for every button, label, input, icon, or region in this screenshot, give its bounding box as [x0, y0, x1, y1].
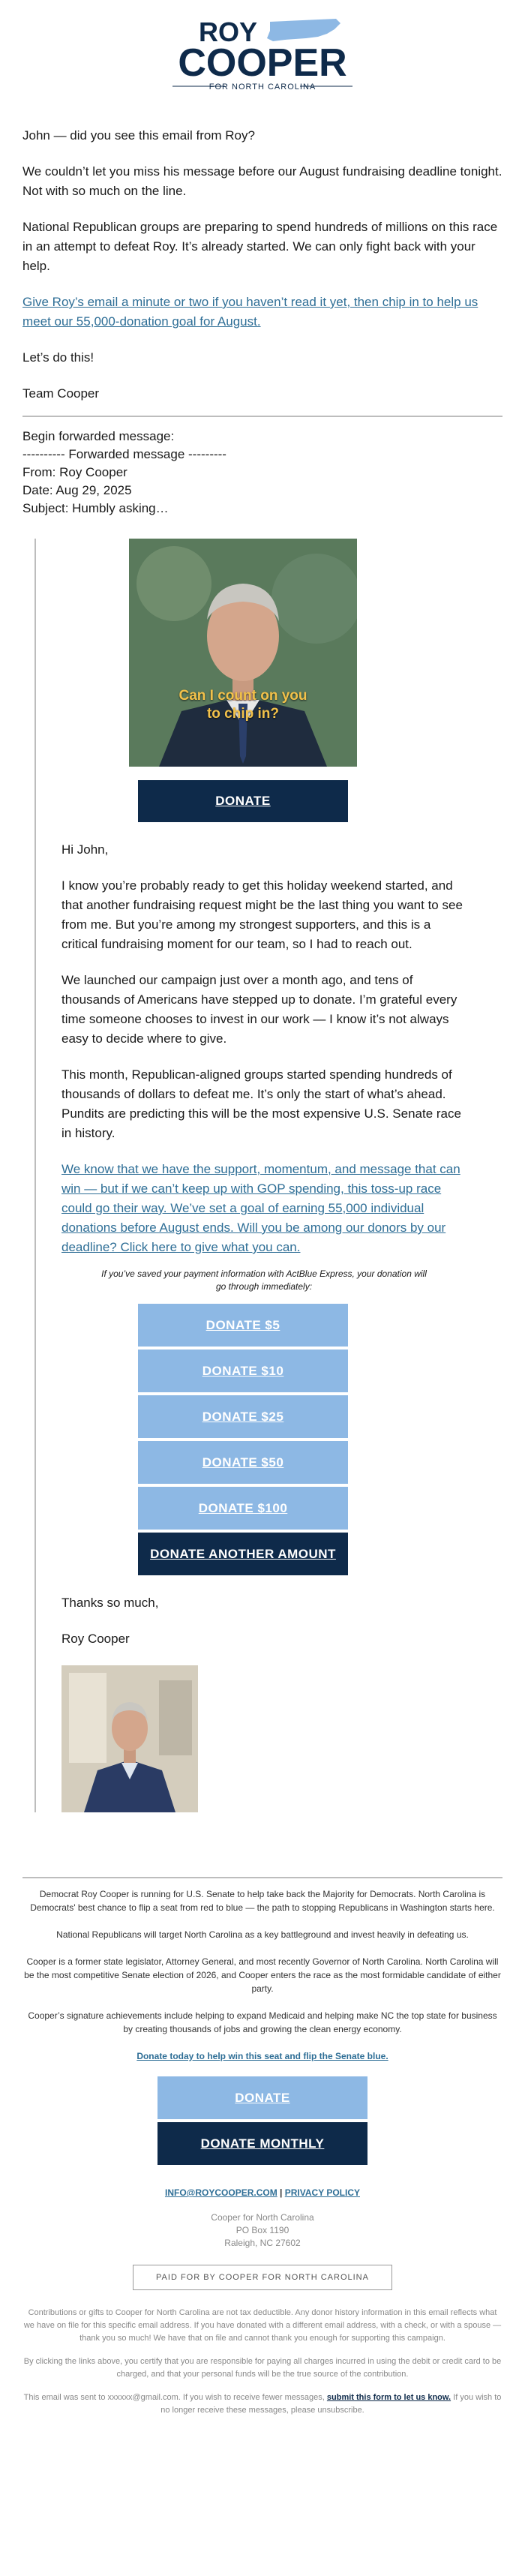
footer-donate-button[interactable]: DONATE — [158, 2076, 368, 2119]
address-line1: Cooper for North Carolina — [211, 2212, 314, 2223]
footer-p1: Democrat Roy Cooper is running for U.S. Senate to help take back the Majority for Democrats. North Carolina is Democrats' best chance to flip a seat from red to blue — the path to stopping Republicans in Washington starts here. — [30, 1889, 495, 1913]
forward-divider: ---------- Forwarded message --------- — [22, 447, 226, 461]
paid-for-box: PAID FOR BY COOPER FOR NORTH CAROLINA — [133, 2265, 392, 2290]
footer-donate-monthly-button[interactable]: DONATE MONTHLY — [158, 2122, 368, 2165]
actblue-note: If you’ve saved your payment information with ActBlue Express, your donation will go through immediately: — [101, 1268, 427, 1292]
hero-caption-line2: to chip in? — [206, 706, 280, 722]
privacy-policy-link[interactable]: PRIVACY POLICY — [284, 2187, 360, 2198]
message-donate-link[interactable]: We know that we have the support, momentum, and message that can win — but if we can’t keep up with GOP spending, this toss-up race could go their way. We’ve set a goal of earning 55,000 individual donations before August ends. Will you be among our donors by our deadline? Click here to give what you can. — [62, 1162, 460, 1254]
donate-100-button[interactable]: DONATE $100 — [138, 1487, 348, 1530]
donate-5-button[interactable]: DONATE $5 — [138, 1304, 348, 1347]
logo-roy: ROY — [199, 17, 258, 47]
intro-p4: Let’s do this! — [22, 350, 94, 365]
address-line3: Raleigh, NC 27602 — [224, 2238, 301, 2248]
forwarded-message — [34, 539, 502, 1812]
footer-p2: National Republicans will target North Carolina as a key battleground and invest heavily in defeating us. — [56, 1929, 469, 1940]
hero-caption-line1: Can I count on you — [178, 688, 308, 704]
footer-cta-link[interactable]: Donate today to help win this seat and flip the Senate blue. — [136, 2051, 388, 2061]
nc-state-icon — [267, 19, 340, 41]
legal-3-pre: This email was sent to xxxxxx@gmail.com. If you wish to receive fewer messages, — [23, 2393, 325, 2402]
message-text — [36, 840, 492, 1257]
intro-donate-link[interactable]: Give Roy’s email a minute or two if you haven’t read it yet, then chip in to help us meet our 55,000-donation goal for August. — [22, 295, 478, 329]
donate-another-amount-button[interactable]: DONATE ANOTHER AMOUNT — [138, 1533, 348, 1575]
intro-p3: National Republican groups are preparing to spend hundreds of millions on this race in an attempt to defeat Roy. It’s already started. We can only fight back with your help. — [22, 220, 498, 273]
link-separator: | — [280, 2187, 283, 2198]
email-body — [0, 0, 525, 518]
forward-from: From: Roy Cooper — [22, 465, 128, 479]
closing — [36, 1593, 492, 1649]
roy-cooper-logo — [22, 0, 502, 105]
thanks: Thanks so much, — [62, 1596, 159, 1610]
greeting: Hi John, — [62, 842, 109, 857]
forward-begin: Begin forwarded message: — [22, 429, 175, 443]
logo-tagline: FOR NORTH CAROLINA — [208, 83, 316, 92]
legal-3-post: If you wish to no longer receive these messages, please unsubscribe. — [160, 2393, 502, 2415]
message-p3: This month, Republican-aligned groups started spending hundreds of thousands of dollars to defeat me. It’s only the start of what’s ahead. Pundits are predicting this will be the most expensive U.S. Senate race in history. — [62, 1067, 461, 1140]
donate-button-top[interactable]: DONATE — [138, 780, 348, 822]
roy-cooper-portrait — [62, 1665, 198, 1812]
legal-disclaimer-1: Contributions or gifts to Cooper for North Carolina are not tax deductible. Any donor history information in this email reflects what we have on file for this specific email address. If you have donated with a different email address, with a check, or with a spouse — thank you so much! We have that on file and cannot thank you enough for supporting this campaign. — [23, 2308, 502, 2343]
footer-divider — [22, 1877, 502, 1878]
logo-cooper: COOPER — [178, 41, 347, 85]
forward-date: Date: Aug 29, 2025 — [22, 483, 132, 497]
mailing-address — [22, 2211, 502, 2250]
message-p1: I know you’re probably ready to get this holiday weekend started, and that another fundraising request might be the last thing you want to see from me. But you’re among my strongest supporters, and this is a critical fundraising moment for our team, so I had to reach out. — [62, 878, 463, 951]
roy-cooper-photo — [129, 539, 357, 767]
forward-header — [22, 428, 502, 518]
message-p2: We launched our campaign just over a month ago, and tens of thousands of Americans have stepped up to donate. I’m grateful every time someone chooses to invest in our work — I know it’s not always easy to decide where to give. — [62, 973, 458, 1046]
footer-links — [22, 2186, 502, 2199]
signature: Roy Cooper — [62, 1632, 130, 1646]
divider — [22, 416, 502, 417]
hero-image[interactable] — [129, 539, 357, 767]
logo-graphic — [158, 11, 368, 94]
donate-10-button[interactable]: DONATE $10 — [138, 1350, 348, 1392]
intro-signoff: Team Cooper — [22, 386, 100, 401]
fewer-messages-link[interactable]: submit this form to let us know. — [326, 2393, 452, 2402]
donation-amounts — [138, 1304, 348, 1575]
donate-25-button[interactable]: DONATE $25 — [138, 1395, 348, 1438]
legal-disclaimer-3 — [22, 2391, 502, 2417]
email-footer — [0, 1877, 525, 2417]
legal-disclaimer-2: By clicking the links above, you certify that you are responsible for paying all charges incurred in using the debit or credit card to be charged, and that your personal funds will be the true source of the contribution. — [23, 2357, 502, 2379]
footer-p4: Cooper’s signature achievements include helping to expand Medicaid and helping make NC the top state for business by creating thousands of jobs and growing the clean energy economy. — [28, 2010, 497, 2034]
intro-p2: We couldn’t let you miss his message before our August fundraising deadline tonight. Not with so much on the line. — [22, 164, 502, 198]
footer-p3: Cooper is a former state legislator, Attorney General, and most recently Governor of North Carolina. North Carolina will be the most competitive Senate election of 2026, and Cooper enters the race as the most formidable candidate of either party. — [24, 1956, 501, 1994]
intro-p1: John — did you see this email from Roy? — [22, 128, 255, 143]
portrait-image — [62, 1665, 198, 1812]
forward-subject: Subject: Humbly asking… — [22, 501, 169, 515]
hero-caption — [129, 687, 357, 723]
donate-50-button[interactable]: DONATE $50 — [138, 1441, 348, 1484]
email-contact-link[interactable]: INFO@ROYCOOPER.COM — [164, 2187, 278, 2198]
address-line2: PO Box 1190 — [236, 2225, 290, 2235]
